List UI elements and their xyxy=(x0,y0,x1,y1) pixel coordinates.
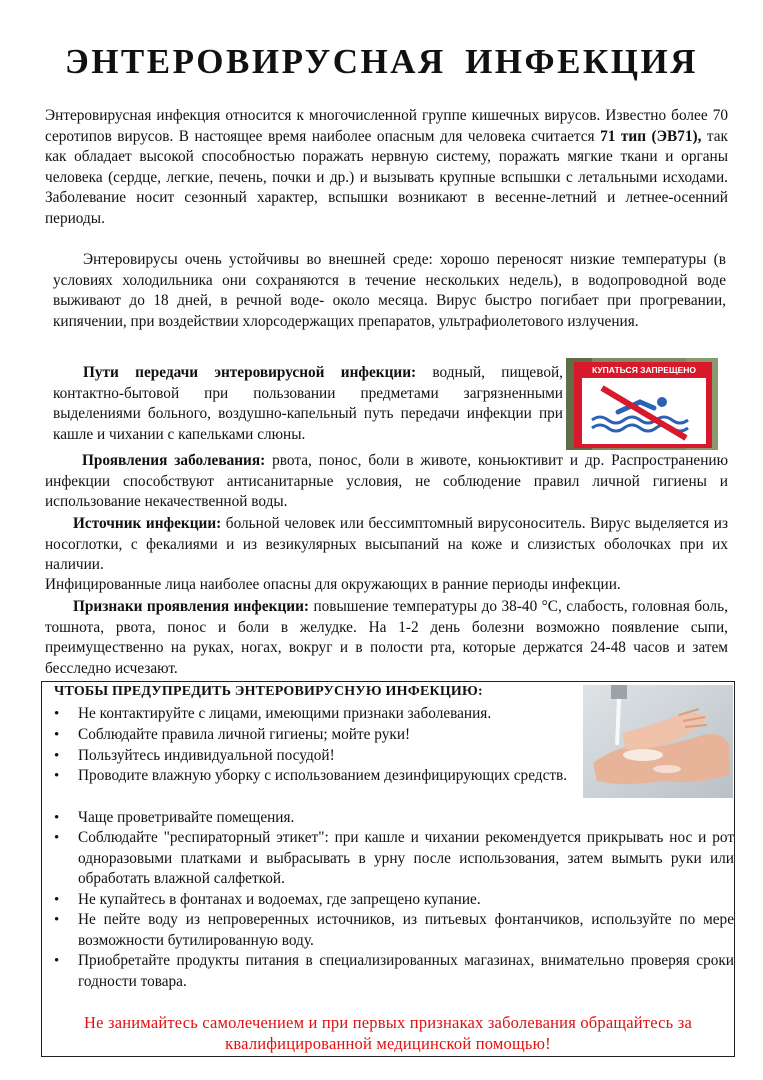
bullet-icon: • xyxy=(54,768,60,784)
transmission-paragraph xyxy=(53,363,563,445)
list-item-text: Проводите влажную уборку с использованием дезинфицирующих средств. xyxy=(78,767,568,784)
bullet-icon: • xyxy=(54,830,60,846)
bullet-icon: • xyxy=(54,706,60,722)
page-title: ЭНТЕРОВИРУСНАЯ ИНФЕКЦИЯ xyxy=(64,42,699,81)
list-item-text: Соблюдайте правила личной гигиены; мойте руки! xyxy=(78,726,411,743)
transmission-text: водный, пищевой, контактно-бытовой при пользовании предметами загрязненными выделениями больного, воздушно-капельный путь передачи инфекции при кашле и чихании с капельками слюны. xyxy=(53,364,563,443)
list-item-text: Соблюдайте "респираторный этикет": при кашле и чихании рекомендуется прикрывать нос и рот одноразовыми платками и выбрасывать в урну после использования, затем вымыть руки или обработать влажной салфеткой. xyxy=(78,829,734,888)
list-item xyxy=(54,951,734,992)
bullet-icon: • xyxy=(54,953,60,969)
list-item-text: Пользуйтесь индивидуальной посудой! xyxy=(78,747,335,764)
signs-heading: Признаки проявления инфекции: xyxy=(73,598,309,615)
list-item xyxy=(54,704,578,725)
list-item xyxy=(54,725,578,746)
list-item xyxy=(54,746,578,767)
intro-text-a: Энтеровирусная инфекция относится к многочисленной группе кишечных вирусов. Известно более 70 серотипов вирусов. В настоящее время наиболее опасным для человека считается xyxy=(45,107,728,145)
swimmer-icon xyxy=(657,397,667,407)
bullet-icon: • xyxy=(54,810,60,826)
bullet-icon: • xyxy=(54,727,60,743)
list-item xyxy=(54,808,578,829)
warning-text: Не занимайтесь самолечением и при первых признаках заболевания обращайтесь за квалифицированной медицинской помощью! xyxy=(84,1013,692,1053)
bullet-icon: • xyxy=(54,912,60,928)
source-heading: Источник инфекции: xyxy=(73,515,222,532)
signs-paragraph xyxy=(45,597,728,679)
list-item-text: Чаще проветривайте помещения. xyxy=(78,809,295,826)
list-item-text: Не контактируйте с лицами, имеющими признаки заболевания. xyxy=(78,705,492,722)
intro-bold-type: 71 тип (ЭВ71), xyxy=(600,127,702,145)
list-item xyxy=(54,766,572,787)
transmission-heading: Пути передачи энтеровирусной инфекции: xyxy=(83,364,417,381)
list-item-text: Приобретайте продукты питания в специализированных магазинах, внимательно проверяя сроки годности товара. xyxy=(78,952,734,990)
hand-washing-image xyxy=(583,685,733,798)
symptoms-paragraph xyxy=(45,451,728,513)
signs-text: повышение температуры до 38-40 °С, слабость, головная боль, тошнота, рвота, понос и боли в желудке. На 1-2 день болезни возможно появление сыпи, преимущественно на руках, ногах, вокруг и в полости рта, которые держатся 24-48 часов и затем бесследно исчезают. xyxy=(45,598,728,677)
list-item xyxy=(54,910,734,951)
source-text: больной человек или бессимптомный вирусоноситель. Вирус выделяется из носоглотки, с фекалиями и из везикулярных высыпаний на коже и слизистых оболочках при их наличии. xyxy=(45,515,729,574)
intro-text-c: так как обладает высокой способностью поражать нервную систему, поражать мягкие ткани и органы человека (сердце, легкие, печень, почки и др.) и вызывать крупные вспышки с летальными исходами. Заболевание носит сезонный характер, вспышки возникают в весенне-летний и летнее-осенний периоды. xyxy=(45,127,728,227)
danger-paragraph: Инфицированные лица наиболее опасны для окружающих в ранние периоды инфекции. xyxy=(45,576,621,593)
symptoms-heading: Проявления заболевания: xyxy=(82,452,266,469)
no-swimming-sign-image xyxy=(566,358,718,450)
list-item-text: Не купайтесь в фонтанах и водоемах, где запрещено купание. xyxy=(78,891,481,908)
intro-paragraph xyxy=(45,106,728,230)
sign-caption: КУПАТЬСЯ ЗАПРЕЩЕНО xyxy=(591,365,697,375)
list-item xyxy=(54,890,734,911)
symptoms-text: рвота, понос, боли в животе, коньюктивит и др. Распространению инфекции способствуют антисанитарные условия, не соблюдение правил личной гигиены и использование некачественной воды. xyxy=(45,452,728,511)
list-item-text: Не пейте воду из непроверенных источников, из питьевых фонтанчиков, используйте по мере возможности бутилированную воду. xyxy=(78,911,734,949)
bullet-icon: • xyxy=(54,748,60,764)
list-item xyxy=(54,828,734,890)
bullet-icon: • xyxy=(54,892,60,908)
resistance-paragraph: Энтеровирусы очень устойчивы во внешней среде: хорошо переносят низкие температуры (в условиях холодильника они сохраняются в течение нескольких недель), в водопроводной воде выживают до 18 дней, в речной воде- около месяца. Вирус быстро погибает при прогревании, кипячении, при воздействии хлорсодержащих препаратов, ультрафиолетового излучения. xyxy=(53,251,726,330)
source-paragraph xyxy=(45,514,728,576)
prevention-heading: ЧТОБЫ ПРЕДУПРЕДИТЬ ЭНТЕРОВИРУСНУЮ ИНФЕКЦИЮ: xyxy=(54,684,483,699)
